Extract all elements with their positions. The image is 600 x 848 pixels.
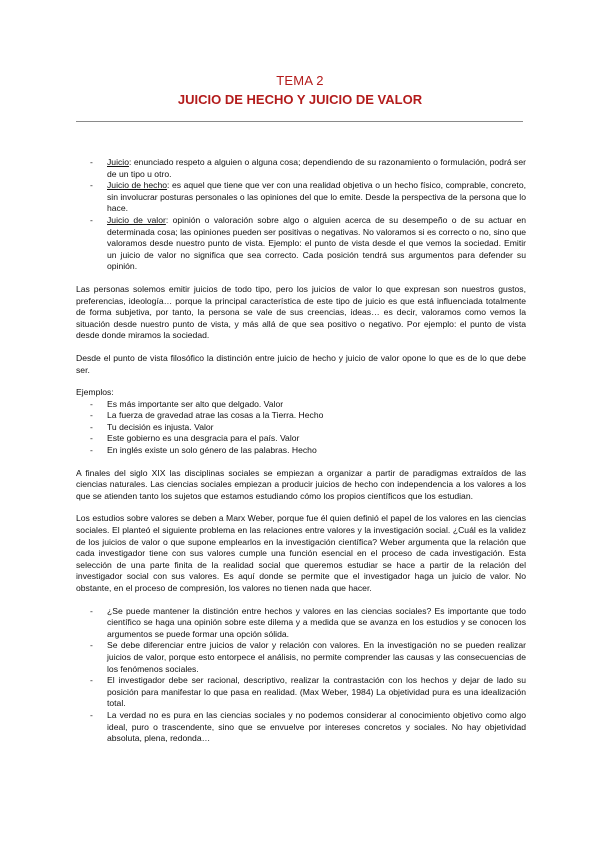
paragraph: Los estudios sobre valores se deben a Marx Weber, porque fue él quien definió el papel de los valores en las ciencias sociales. El planteó el siguiente problema en las relaciones entre valores y la investigación social. ¿Cuál es la validez de los juicios de valor o que supone emplearlos en la investigación científica? Weber argumenta que la relación que cada investigador tiene con sus valores cumple una función esencial en el proceso de cada investigación. Esta selección de una parte finita de la realidad social que queremos estudiar se hace a partir de la relación del investigador social con sus valores. Es aquí donde se permite que el investigador haga un juicio de valor. No obstante, en el proceso de compresión, los valores no tienen nada que hacer. xyxy=(76,513,526,593)
example-text: En inglés existe un solo género de las palabras. Hecho xyxy=(107,445,317,456)
dash-bullet: - xyxy=(90,410,93,421)
list-item xyxy=(76,445,526,457)
header-divider xyxy=(76,121,523,122)
example-text: La fuerza de gravedad atrae las cosas a la Tierra. Hecho xyxy=(107,410,324,421)
document-body xyxy=(76,157,526,745)
page-title: JUICIO DE HECHO Y JUICIO DE VALOR xyxy=(177,92,423,107)
list-item xyxy=(76,157,526,180)
dash-bullet: - xyxy=(90,605,93,616)
definitions-list xyxy=(76,157,526,273)
dash-bullet: - xyxy=(90,640,93,651)
point-text: Se debe diferenciar entre juicios de valor y relación con valores. En la investigación no se pueden realizar juicios de valor, porque esto entorpece el análisis, no permite comprender las causas y las consecuencias de los fenómenos sociales. xyxy=(107,640,526,674)
point-text: La verdad no es pura en las ciencias sociales y no podemos considerar al conocimiento objetivo como algo ideal, puro o trascendente, sino que se envuelve por intereses concretos y sociales. No hay objetividad absoluta, plena, redonda… xyxy=(107,709,526,744)
example-text: Tu decisión es injusta. Valor xyxy=(107,421,214,432)
tema-label: TEMA 2 xyxy=(276,73,324,88)
dash-bullet: - xyxy=(90,214,93,225)
definition-term: Juicio de hecho xyxy=(107,180,168,191)
examples-label: Ejemplos: xyxy=(76,387,114,398)
definition-text: : enunciado respeto a alguien o alguna cosa; dependiendo de su razonamiento o formulación, podrá ser de un tipo u otro. xyxy=(107,157,526,179)
list-item xyxy=(76,410,526,422)
dash-bullet: - xyxy=(90,421,93,432)
definition-term: Juicio xyxy=(107,157,129,167)
list-item xyxy=(76,640,526,675)
point-text: ¿Se puede mantener la distinción entre hechos y valores en las ciencias sociales? Es importante que todo científico se haga una opinión sobre este dilema y a medida que se avanza en los estudios y se conocen los argumentos se puede formar una opción sólida. xyxy=(107,605,526,639)
list-item xyxy=(76,215,526,273)
dash-bullet: - xyxy=(90,709,93,720)
definition-text: : es aquel que tiene que ver con una realidad objetiva o un hecho físico, comprable, concreto, sin involucrar posturas personales o las opiniones del que lo emite. Desde la perspectiva de la persona que lo hace. xyxy=(107,180,526,214)
dash-bullet: - xyxy=(90,675,93,686)
list-item xyxy=(76,606,526,641)
weber-points-list xyxy=(76,606,526,745)
examples-list xyxy=(76,399,526,457)
paragraph: Desde el punto de vista filosófico la distinción entre juicio de hecho y juicio de valor opone lo que es de lo que debe ser. xyxy=(76,352,526,375)
list-item xyxy=(76,710,526,745)
dash-bullet: - xyxy=(90,398,93,409)
paragraph: Las personas solemos emitir juicios de todo tipo, pero los juicios de valor lo que expresan son nuestros gustos, preferencias, ideología… porque la principal característica de este tipo de juicio es que está influenciada totalmente de forma subjetiva, por tanto, la persona se vale de sus creencias, ideas… es decir, valoramos como vemos la situación desde nuestro punto de vista, y más allá de que sea positivo o negativo. Por ejemplo: el punto de vista desde donde miramos la sociedad. xyxy=(76,283,526,341)
dash-bullet: - xyxy=(90,445,93,456)
example-text: Es más importante ser alto que delgado. Valor xyxy=(107,398,284,409)
paragraph: A finales del siglo XIX las disciplinas sociales se empiezan a organizar a partir de paradigmas extraídos de las ciencias naturales. Las ciencias sociales empiezan a producir juicios de hecho con independencia a los valores a los que se atienden tanto los sujetos que estamos estudiando cómo los propios científicos que los estudian. xyxy=(76,467,526,501)
example-text: Este gobierno es una desgracia para el país. Valor xyxy=(107,433,300,444)
list-item xyxy=(76,399,526,411)
definition-text: : opinión o valoración sobre algo o alguien acerca de su desempeño o de su actuar en determinada cosa; las opiniones pueden ser positivas o negativas. No valoramos si es correcto o no, sino que valoramos desde nuestro punto de vista. Ejemplo: el punto de vista desde el que vemos la sociedad. Emitir un juicio de valor no significa que sea correcto. Cada posición tendrá sus argumentos para defender su opinión. xyxy=(107,214,526,272)
definition-term: Juicio de valor xyxy=(107,214,166,225)
dash-bullet: - xyxy=(90,180,93,191)
list-item xyxy=(76,433,526,445)
list-item xyxy=(76,675,526,710)
list-item xyxy=(76,180,526,215)
point-text: El investigador debe ser racional, descriptivo, realizar la contrastación con los hechos y dejar de lado su posición para manifestar lo que pasa en realidad. (Max Weber, 1984) La objetividad pura es una idealización total. xyxy=(107,675,526,709)
dash-bullet: - xyxy=(90,433,93,444)
dash-bullet: - xyxy=(90,157,93,167)
list-item xyxy=(76,422,526,434)
